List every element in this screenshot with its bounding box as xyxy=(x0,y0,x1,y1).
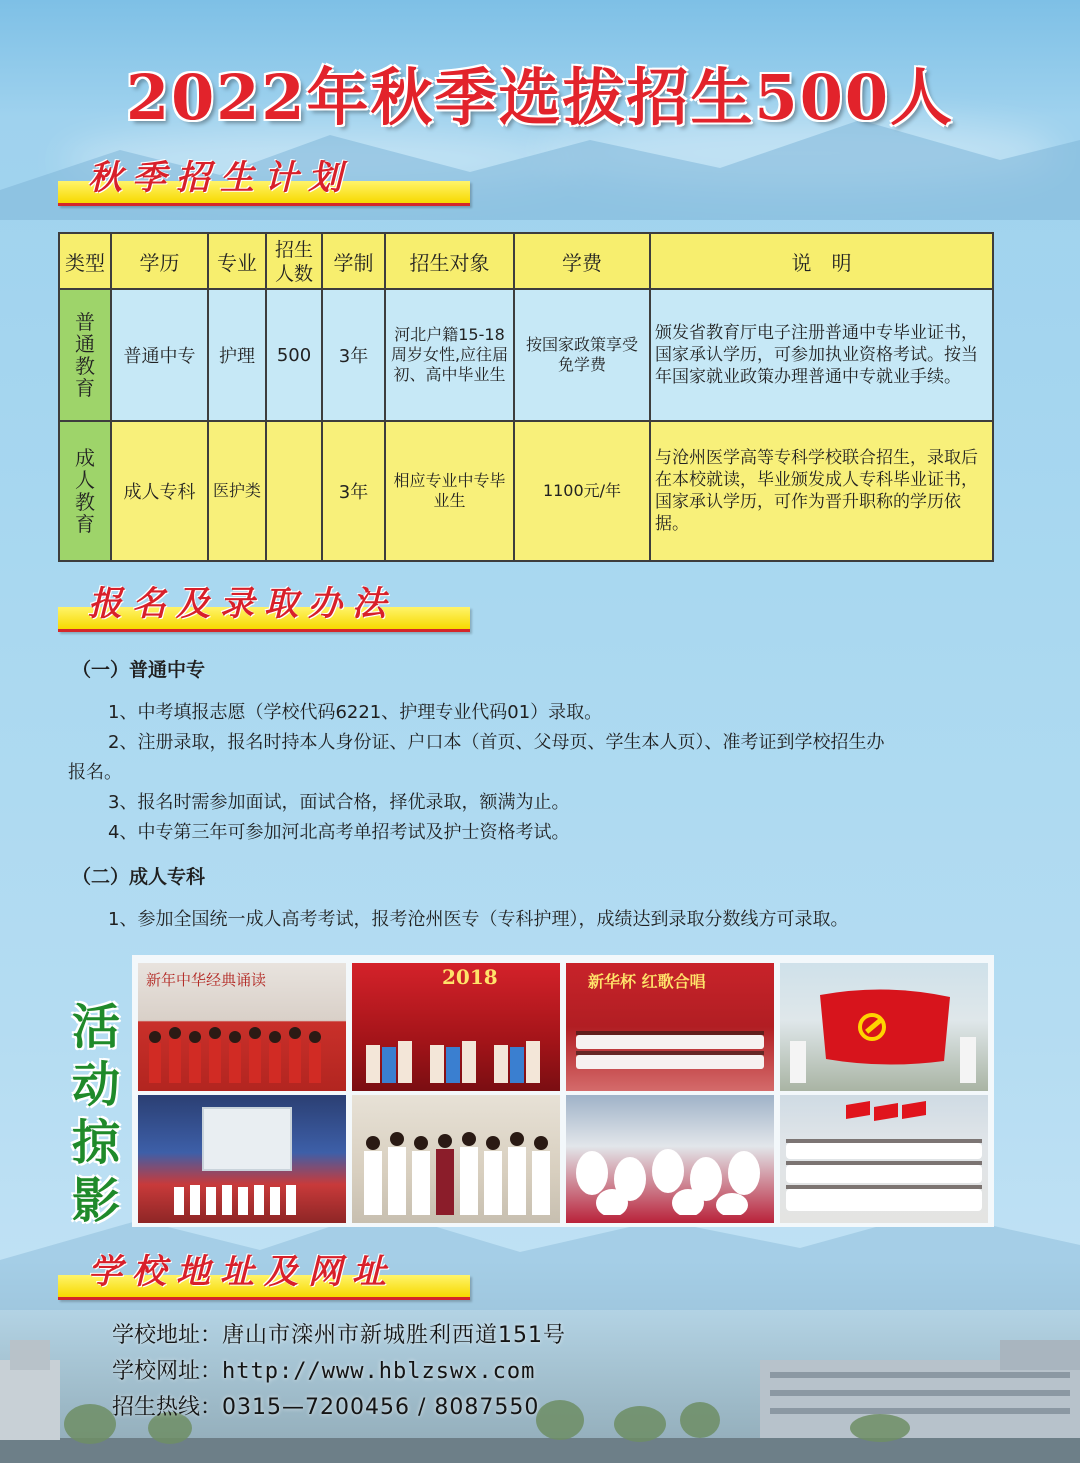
table-row xyxy=(59,289,993,421)
people-silhouettes-icon xyxy=(572,1025,768,1083)
count-cell xyxy=(266,421,322,561)
list-item-continuation: 报名。 xyxy=(68,762,122,783)
list-item: 1、中考填报志愿（学校代码6221、护理专业代码01）录取。 xyxy=(108,702,603,723)
list-item: 1、参加全国统一成人高考考试，报考沧州医专（专科护理），成绩达到录取分数线方可录取。 xyxy=(108,909,849,930)
education-cell: 普通中专 xyxy=(111,289,208,421)
list-item: 2、注册录取，报名时持本人身份证、户口本（首页、父母页、学生本人页）、准考证到学校招生办 xyxy=(108,732,885,753)
photo-new-year-party xyxy=(352,963,560,1091)
people-silhouettes-icon xyxy=(144,1157,340,1215)
years-cell: 3年 xyxy=(322,289,385,421)
photo-nursing-practice xyxy=(566,1095,774,1223)
fee-cell: 1100元/年 xyxy=(514,421,650,561)
target-cell: 相应专业中专毕业生 xyxy=(385,421,514,561)
header-cell: 说 明 xyxy=(650,233,993,289)
header-cell: 类型 xyxy=(59,233,111,289)
people-silhouettes-icon xyxy=(358,1129,554,1215)
red-flags-icon xyxy=(846,1101,926,1125)
enrollment-plan-table xyxy=(58,232,994,562)
years-cell: 3年 xyxy=(322,421,385,561)
phone-row xyxy=(112,1390,566,1426)
photo-banner-text: 2018 xyxy=(442,965,498,989)
website-label: 学校网址： xyxy=(112,1359,223,1384)
phone-value: 0315—7200456 / 8087550 xyxy=(222,1395,540,1420)
table-header-row xyxy=(59,233,993,289)
target-cell: 河北户籍15-18周岁女性,应往届初、高中毕业生 xyxy=(385,289,514,421)
list-item: 3、报名时需参加面试，面试合格，择优录取，额满为止。 xyxy=(108,792,570,813)
header-enroll-top: 招生 xyxy=(274,239,313,261)
photo-stage-reading xyxy=(138,963,346,1091)
header-cell: 学费 xyxy=(514,233,650,289)
header-cell: 招生对象 xyxy=(385,233,514,289)
list-item: 4、中专第三年可参加河北高考单招考试及护士资格考试。 xyxy=(108,822,570,843)
photo-banner-text: 新年中华经典诵读 xyxy=(146,971,267,989)
activity-label: 活动掠影 xyxy=(71,999,120,1229)
people-silhouettes-icon xyxy=(358,1025,554,1083)
header-cell: 专业 xyxy=(208,233,266,289)
count-cell: 500 xyxy=(266,289,322,421)
header-cell: 学制 xyxy=(322,233,385,289)
note-cell: 与沧州医学高等专科学校联合招生，录取后在本校就读，毕业颁发成人专科毕业证书，国家承认学历，可作为晋升职称的学历依据。 xyxy=(650,421,993,561)
subsection-title: （一）普通中专 xyxy=(72,659,206,681)
people-silhouettes-icon xyxy=(786,1025,982,1083)
contact-info xyxy=(112,1318,566,1426)
address-label: 学校地址： xyxy=(112,1323,223,1348)
phone-label: 招生热线： xyxy=(112,1395,223,1420)
header-cell xyxy=(266,233,322,289)
photo-flag-oath xyxy=(780,963,988,1091)
enrollment-method xyxy=(68,655,1018,935)
photo-choir xyxy=(566,963,774,1091)
type-text: 普通教育 xyxy=(75,310,95,400)
type-text: 成人教育 xyxy=(75,446,95,536)
photo-lecture-hall xyxy=(138,1095,346,1223)
section-header-address xyxy=(58,1244,470,1300)
page-title: 2022年秋季选拔招生500人 xyxy=(126,61,954,134)
people-silhouettes-icon xyxy=(572,1123,768,1215)
major-cell: 护理 xyxy=(208,289,266,421)
section-header-plan xyxy=(58,150,470,206)
major-cell: 医护类 xyxy=(208,421,266,561)
photo-banner-text: 新华杯 红歌合唱 xyxy=(588,972,706,991)
header-enroll-bottom: 人数 xyxy=(274,263,313,285)
education-cell: 成人专科 xyxy=(111,421,208,561)
type-cell xyxy=(59,421,111,561)
fee-cell: 按国家政策享受免学费 xyxy=(514,289,650,421)
section-header-enroll xyxy=(58,576,470,632)
photo-group-nurses xyxy=(352,1095,560,1223)
section-title: 秋季招生计划 xyxy=(88,158,352,198)
note-cell: 颁发省教育厅电子注册普通中专毕业证书，国家承认学历，可参加执业资格考试。按当年国家就业政策办理普通中专就业手续。 xyxy=(650,289,993,421)
photo-assembly xyxy=(780,1095,988,1223)
website-row xyxy=(112,1354,566,1390)
section-title: 学校地址及网址 xyxy=(88,1252,396,1292)
website-link[interactable]: http://www.hblzswx.com xyxy=(222,1359,536,1384)
header-cell: 学历 xyxy=(111,233,208,289)
type-cell xyxy=(59,289,111,421)
section-title: 报名及录取办法 xyxy=(88,584,396,624)
people-silhouettes-icon xyxy=(144,1025,340,1083)
table-row xyxy=(59,421,993,561)
address-row xyxy=(112,1318,566,1354)
photo-gallery xyxy=(132,955,994,1227)
people-silhouettes-icon xyxy=(786,1135,982,1215)
address-value: 唐山市滦州市新城胜利西道151号 xyxy=(222,1323,567,1348)
subsection-title: （二）成人专科 xyxy=(72,866,206,888)
